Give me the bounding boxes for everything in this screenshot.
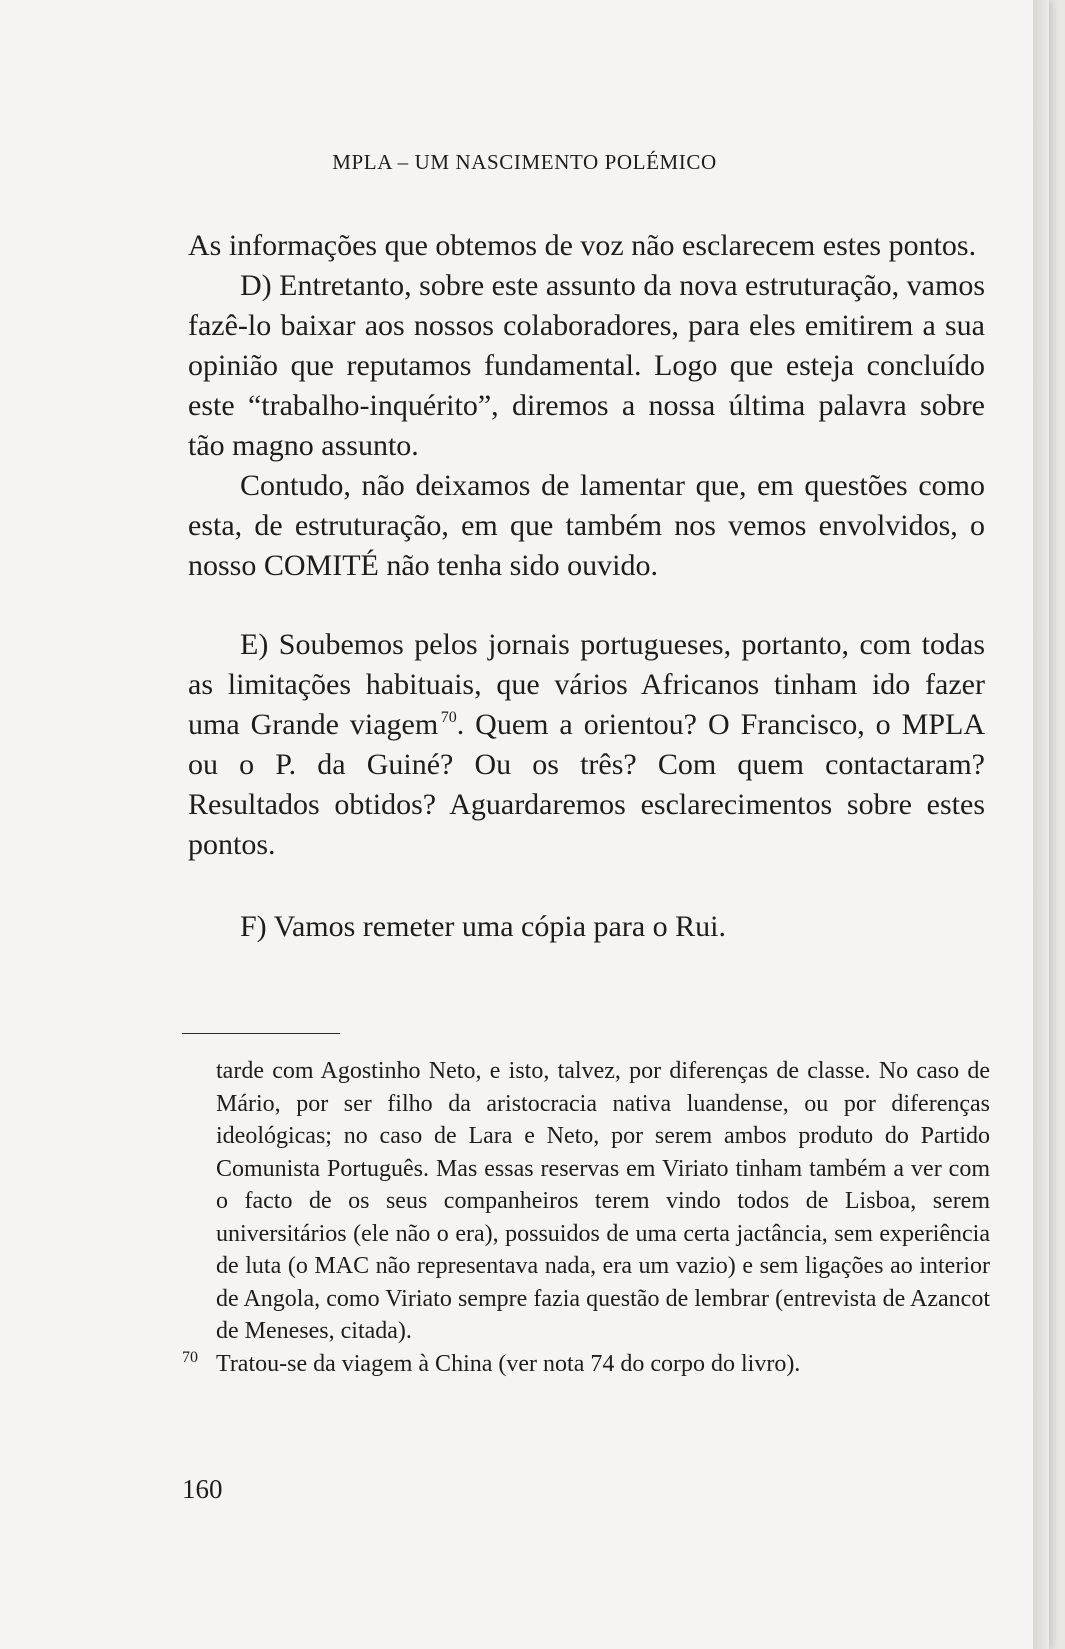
paragraph-e-part1: E) Soubemos pelos jornais portugueses, portanto, com todas as limitações habituais, que vários Africanos tinham ido fazer uma Grande viagem [188, 628, 985, 741]
page-number: 160 [182, 1474, 223, 1504]
paragraph-d: D) Entretanto, sobre este assunto da nova estruturação, vamos fazê-lo baixar aos nossos colaboradores, para eles emitirem a sua opinião que reputamos fundamental. Logo que esteja concluído este “trabalho-inquérito”, diremos a nossa última palavra sobre tão magno assunto. [188, 269, 985, 462]
footnote-continued: tarde com Agostinho Neto, e isto, talvez, por diferenças de classe. No caso de Mário, por ser filho da aristocracia nativa luandense, ou por diferenças ideológicas; no caso de Lara e Neto, por serem ambos produto do Partido Comunista Português. Mas essas reservas em Viriato tinham também a ver com o facto de os seus companheiros terem vindo todos de Lisboa, serem universitários (ele não o era), possuidos de uma certa jactância, sem experiência de luta (o MAC não representava nada, era um vazio) e sem ligações ao interior de Angola, como Viriato sempre fazia questão de lembrar (entrevista de Azancot de Meneses, citada). [216, 1058, 990, 1344]
paragraph-f: F) Vamos remeter uma cópia para o Rui. [240, 910, 726, 943]
paragraph-pontos: As informações que obtemos de voz não esclarecem estes pontos. [188, 229, 977, 262]
running-head: MPLA – UM NASCIMENTO POLÉMICO [332, 150, 717, 174]
footnotes [168, 1055, 990, 1380]
footnote-70 [168, 1348, 990, 1381]
paragraph-contudo: Contudo, não deixamos de lamentar que, em questões como esta, de estruturação, em que também nos vemos envolvidos, o nosso COMITÉ não tenha sido ouvido. [188, 469, 985, 582]
footnote-separator [182, 1033, 340, 1034]
paragraph-e [188, 625, 985, 865]
page-edge [1033, 0, 1049, 1649]
footnote-text: Tratou-se da viagem à China (ver nota 74 do corpo do livro). [216, 1350, 801, 1377]
footnote-number: 70 [182, 1348, 198, 1366]
footnote-ref-70: 70 [440, 709, 457, 726]
main-text [188, 226, 985, 947]
paragraph-e-part2: . Quem a orientou? O Francisco, o MPLA ou o P. da Guiné? Ou os três? Com quem contactaram? Resultados obtidos? Aguardaremos esclarecimentos sobre estes pontos. [188, 708, 985, 861]
